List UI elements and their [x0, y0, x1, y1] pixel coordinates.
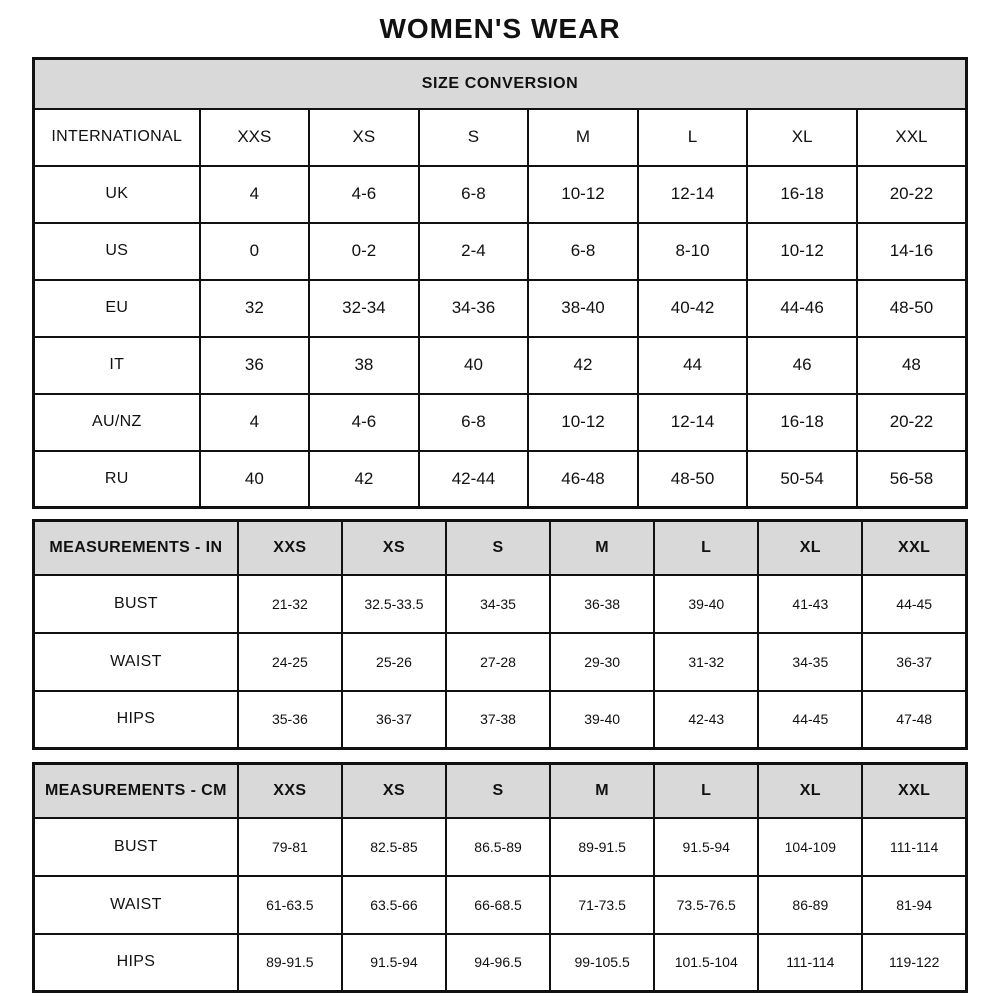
table-row	[34, 394, 967, 451]
table-row	[34, 633, 967, 691]
table-cell: 46	[747, 337, 857, 394]
column-header: XXL	[862, 521, 966, 575]
table-header-row	[34, 764, 967, 818]
table-row	[34, 337, 967, 394]
table-cell: 46-48	[528, 451, 638, 508]
table-cell: 10-12	[528, 166, 638, 223]
table-cell: 40	[200, 451, 310, 508]
table-cell: 32	[200, 280, 310, 337]
size-conversion-header: SIZE CONVERSION	[34, 59, 967, 109]
table-cell: 20-22	[857, 166, 967, 223]
table-cell: 25-26	[342, 633, 446, 691]
table-cell: 48	[857, 337, 967, 394]
table-cell: 0-2	[309, 223, 419, 280]
table-cell: 6-8	[419, 166, 529, 223]
table-cell: 56-58	[857, 451, 967, 508]
table-cell: 10-12	[747, 223, 857, 280]
table-cell: 0	[200, 223, 310, 280]
row-label: AU/NZ	[34, 394, 200, 451]
table-cell: 34-35	[758, 633, 862, 691]
column-header: XXS	[238, 521, 342, 575]
table-cell: 44-45	[862, 575, 966, 633]
table-cell: 10-12	[528, 394, 638, 451]
table-cell: 42	[309, 451, 419, 508]
table-cell: 104-109	[758, 818, 862, 876]
table-cell: 12-14	[638, 394, 748, 451]
table-cell: 32-34	[309, 280, 419, 337]
column-header: XXL	[862, 764, 966, 818]
row-label: HIPS	[34, 691, 238, 749]
table-cell: 42-43	[654, 691, 758, 749]
table-cell: 20-22	[857, 394, 967, 451]
table-cell: 48-50	[638, 451, 748, 508]
table-cell: 71-73.5	[550, 876, 654, 934]
table-cell: 36-37	[342, 691, 446, 749]
size-chart-page	[32, 0, 968, 993]
table-cell: 86.5-89	[446, 818, 550, 876]
table-cell: 4	[200, 166, 310, 223]
table-cell: 66-68.5	[446, 876, 550, 934]
column-header: M	[550, 764, 654, 818]
size-conversion-table	[32, 57, 968, 509]
measurements-cm-table	[32, 762, 968, 993]
table-row	[34, 691, 967, 749]
table-cell: 16-18	[747, 394, 857, 451]
table-cell: 50-54	[747, 451, 857, 508]
measurements-cm-header: MEASUREMENTS - CM	[34, 764, 238, 818]
table-cell: XXS	[200, 109, 310, 166]
measurements-in-header: MEASUREMENTS - IN	[34, 521, 238, 575]
table-cell: 63.5-66	[342, 876, 446, 934]
row-label: BUST	[34, 818, 238, 876]
table-banner-row	[34, 59, 967, 109]
table-row	[34, 109, 967, 166]
table-cell: 73.5-76.5	[654, 876, 758, 934]
table-cell: 89-91.5	[550, 818, 654, 876]
column-header: S	[446, 764, 550, 818]
table-row	[34, 876, 967, 934]
table-cell: 39-40	[550, 691, 654, 749]
table-row	[34, 223, 967, 280]
row-label: US	[34, 223, 200, 280]
table-cell: 39-40	[654, 575, 758, 633]
table-cell: 42-44	[419, 451, 529, 508]
table-row	[34, 166, 967, 223]
table-cell: 27-28	[446, 633, 550, 691]
table-cell: 99-105.5	[550, 934, 654, 992]
row-label: HIPS	[34, 934, 238, 992]
table-cell: 91.5-94	[654, 818, 758, 876]
table-cell: L	[638, 109, 748, 166]
table-cell: 89-91.5	[238, 934, 342, 992]
table-cell: 36	[200, 337, 310, 394]
table-cell: 4	[200, 394, 310, 451]
row-label: RU	[34, 451, 200, 508]
table-cell: 4-6	[309, 166, 419, 223]
row-label: WAIST	[34, 876, 238, 934]
column-header: XS	[342, 521, 446, 575]
page-title: WOMEN'S WEAR	[379, 13, 621, 44]
table-cell: 35-36	[238, 691, 342, 749]
table-cell: 91.5-94	[342, 934, 446, 992]
table-cell: 8-10	[638, 223, 748, 280]
table-cell: 37-38	[446, 691, 550, 749]
table-cell: M	[528, 109, 638, 166]
table-cell: 47-48	[862, 691, 966, 749]
table-cell: 40-42	[638, 280, 748, 337]
table-cell: 14-16	[857, 223, 967, 280]
table-cell: 31-32	[654, 633, 758, 691]
table-cell: 94-96.5	[446, 934, 550, 992]
table-cell: XXL	[857, 109, 967, 166]
row-label: UK	[34, 166, 200, 223]
row-label: BUST	[34, 575, 238, 633]
column-header: L	[654, 521, 758, 575]
table-cell: 6-8	[528, 223, 638, 280]
table-header-row	[34, 521, 967, 575]
table-cell: 111-114	[862, 818, 966, 876]
table-cell: 41-43	[758, 575, 862, 633]
table-cell: 44	[638, 337, 748, 394]
table-row	[34, 451, 967, 508]
table-cell: 38-40	[528, 280, 638, 337]
table-cell: 34-35	[446, 575, 550, 633]
table-cell: 111-114	[758, 934, 862, 992]
table-cell: 16-18	[747, 166, 857, 223]
table-cell: XS	[309, 109, 419, 166]
table-cell: 119-122	[862, 934, 966, 992]
table-cell: 21-32	[238, 575, 342, 633]
table-row	[34, 934, 967, 992]
column-header: M	[550, 521, 654, 575]
table-cell: XL	[747, 109, 857, 166]
row-label: IT	[34, 337, 200, 394]
table-cell: 40	[419, 337, 529, 394]
table-row	[34, 818, 967, 876]
table-cell: 4-6	[309, 394, 419, 451]
table-cell: 32.5-33.5	[342, 575, 446, 633]
table-cell: 44-46	[747, 280, 857, 337]
table-cell: 44-45	[758, 691, 862, 749]
table-cell: 101.5-104	[654, 934, 758, 992]
table-cell: 48-50	[857, 280, 967, 337]
table-cell: 36-37	[862, 633, 966, 691]
column-header: XS	[342, 764, 446, 818]
row-label: EU	[34, 280, 200, 337]
table-cell: 34-36	[419, 280, 529, 337]
column-header: XXS	[238, 764, 342, 818]
table-cell: 29-30	[550, 633, 654, 691]
table-cell: 81-94	[862, 876, 966, 934]
table-cell: 61-63.5	[238, 876, 342, 934]
table-row	[34, 280, 967, 337]
table-cell: 82.5-85	[342, 818, 446, 876]
column-header: S	[446, 521, 550, 575]
column-header: XL	[758, 521, 862, 575]
row-label: WAIST	[34, 633, 238, 691]
table-cell: 79-81	[238, 818, 342, 876]
table-cell: 36-38	[550, 575, 654, 633]
table-cell: S	[419, 109, 529, 166]
row-label: INTERNATIONAL	[34, 109, 200, 166]
table-cell: 38	[309, 337, 419, 394]
table-cell: 12-14	[638, 166, 748, 223]
table-cell: 42	[528, 337, 638, 394]
table-cell: 86-89	[758, 876, 862, 934]
column-header: XL	[758, 764, 862, 818]
table-cell: 6-8	[419, 394, 529, 451]
column-header: L	[654, 764, 758, 818]
measurements-in-table	[32, 519, 968, 750]
table-cell: 2-4	[419, 223, 529, 280]
table-row	[34, 575, 967, 633]
table-cell: 24-25	[238, 633, 342, 691]
